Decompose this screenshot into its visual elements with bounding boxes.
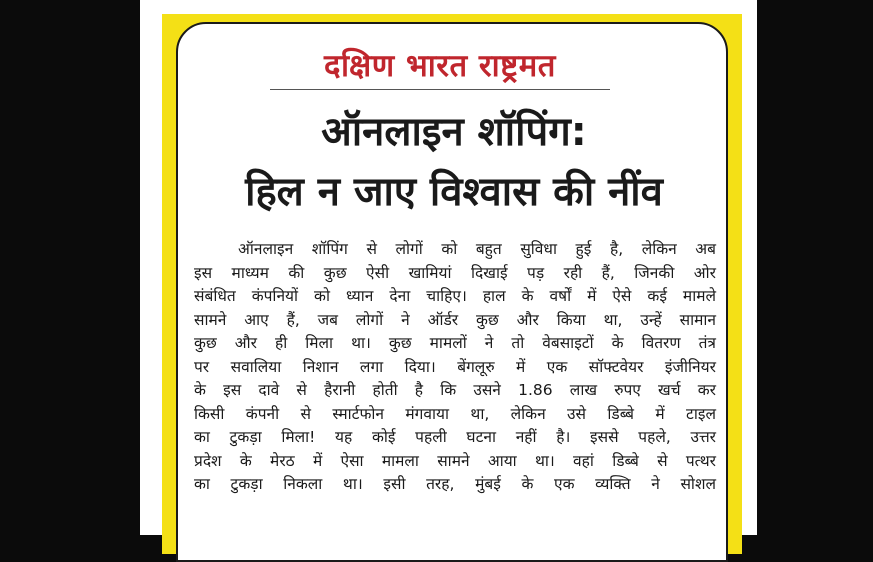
body-line: पर सवालिया निशान लगा दिया। बेंगलूरु में एक सॉफ्टवेयर इंजीनियर: [194, 357, 716, 376]
headline-line-2: हिल न जाए विश्वास की नींव: [245, 169, 663, 215]
body-line: के इस दावे से हैरानी होती है कि उसने 1.86 लाख रुपए खर्च कर: [194, 381, 716, 399]
article-headline: [178, 102, 728, 222]
body-line: संबंधित कंपनियों को ध्यान देना चाहिए। हाल के वर्षों में ऐसे कई मामले: [194, 287, 716, 305]
masthead-title: दक्षिण भारत राष्ट्रमत: [324, 48, 556, 84]
editorial-card: [176, 22, 728, 562]
body-line: इस माध्यम की कुछ ऐसी खामियां दिखाई पड़ रही हैं, जिनकी ओर: [194, 263, 716, 282]
masthead-divider: [270, 89, 610, 90]
body-line: कुछ और ही मिला था। कुछ मामलों ने तो वेबसाइटों के वितरण तंत्र: [194, 334, 716, 352]
body-line: प्रदेश के मेरठ में ऐसा मामला सामने आया था। वहां डिब्बे से पत्थर: [194, 451, 716, 470]
headline-line-1: ऑनलाइन शॉपिंग:: [321, 109, 587, 155]
body-line: ऑनलाइन शॉपिंग से लोगों को बहुत सुविधा हुई है, लेकिन अब: [238, 240, 716, 258]
body-line: का टुकड़ा मिला! यह कोई पहली घटना नहीं है। इससे पहले, उत्तर: [194, 428, 716, 446]
article-body: [194, 238, 716, 497]
body-line: का टुकड़ा निकला था। इसी तरह, मुंबई के एक व्यक्ति ने सोशल: [194, 475, 716, 493]
body-line: सामने आए हैं, जब लोगों ने ऑर्डर कुछ और किया था, उन्हें सामान: [194, 310, 716, 329]
body-line: किसी कंपनी से स्मार्टफोन मंगवाया था, लेकिन उसे डिब्बे में टाइल: [194, 404, 716, 423]
